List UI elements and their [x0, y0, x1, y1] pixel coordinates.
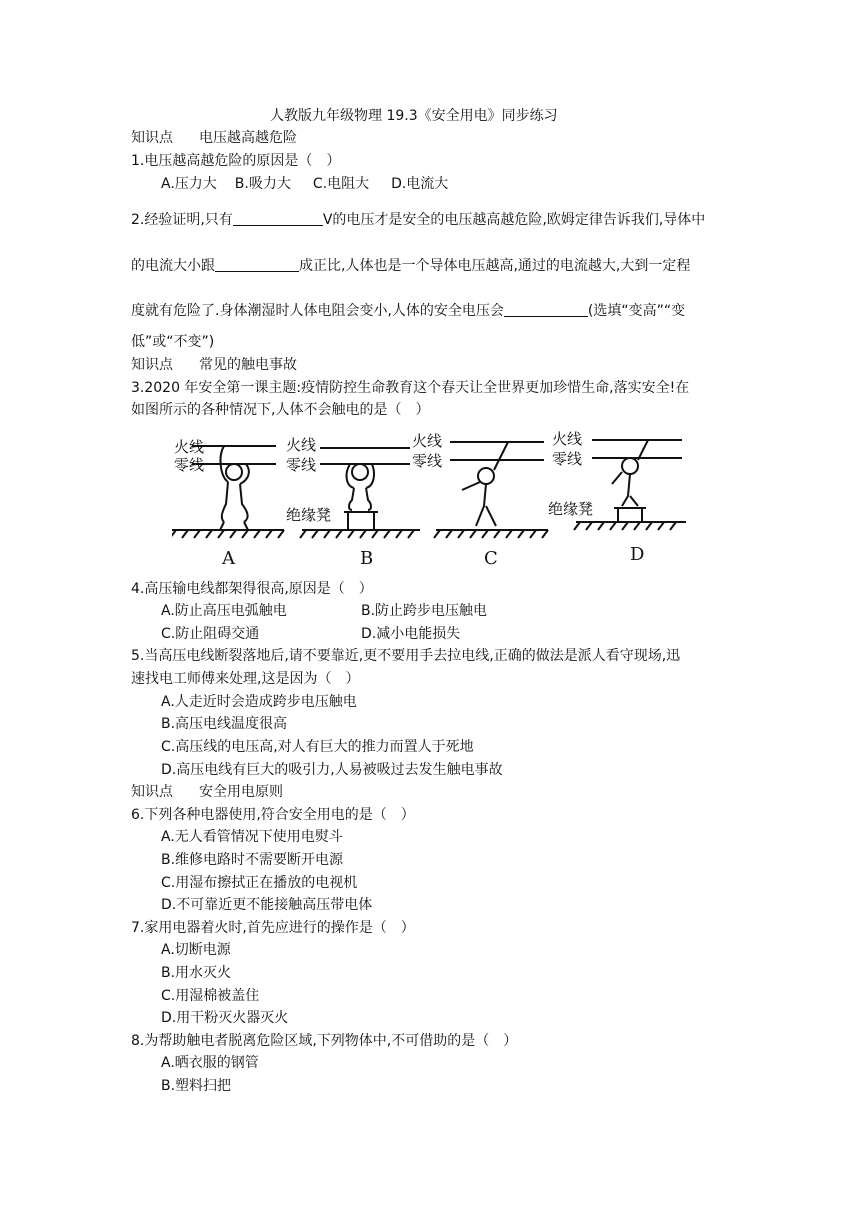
- option-c: C.高压线的电压高,对人有巨大的推力而置人于死地: [161, 739, 474, 755]
- option-b: B.塑料扫把: [161, 1078, 232, 1094]
- option-d: D.高压电线有巨大的吸引力,人易被吸过去发生触电事故: [161, 762, 503, 778]
- question-1-options: [161, 174, 448, 194]
- option-c: C.电阻大: [312, 176, 370, 192]
- section-heading: [131, 355, 297, 375]
- option-b: B.高压电线温度很高: [161, 716, 288, 732]
- option-d: D.减小电能损失: [361, 626, 461, 642]
- text: 成正比,人体也是一个导体电压越高,通过的电流越大,大到一定程: [299, 258, 691, 274]
- question-8-stem: 8.为帮助触电者脱离危险区域,下列物体中,不可借助的是（ ）: [131, 1033, 518, 1049]
- section-name: 常见的触电事故: [199, 357, 297, 373]
- section-label: 知识点: [131, 784, 173, 800]
- option-a: A.无人看管情况下使用电熨斗: [161, 829, 343, 845]
- question-3-line-1: 3.2020 年安全第一课主题:疫情防控生命教育这个春天让全世界更加珍惜生命,落实安全!在: [131, 380, 690, 396]
- text: 的电流大小跟: [131, 258, 215, 274]
- section-heading: [131, 782, 283, 802]
- option-b: B.维修电路时不需要断开电源: [161, 852, 344, 868]
- section-label: 知识点: [131, 130, 173, 146]
- option-a: A.压力大: [161, 176, 217, 192]
- page-title: 人教版九年级物理 19.3《安全用电》同步练习: [270, 108, 558, 124]
- neutral-wire-label: 零线: [552, 450, 583, 468]
- insulating-stool-label: 绝缘凳: [548, 500, 594, 518]
- answer-blank[interactable]: [233, 211, 323, 226]
- panel-b-illustration: [300, 448, 420, 538]
- live-wire-label: 火线: [412, 432, 443, 450]
- option-b: B.防止跨步电压触电: [361, 603, 488, 619]
- question-3-line-2: 如图所示的各种情况下,人体不会触电的是（ ）: [131, 402, 430, 418]
- option-b: B.吸力大: [234, 176, 291, 192]
- insulating-stool-label: 绝缘凳: [286, 506, 332, 524]
- live-wire-label: 火线: [174, 438, 205, 456]
- question-1-stem: 1.电压越高越危险的原因是（ ）: [131, 153, 341, 169]
- answer-blank[interactable]: [215, 257, 299, 272]
- option-b: B.用水灭火: [161, 965, 232, 981]
- section-name: 电压越高越危险: [199, 130, 297, 146]
- option-c: C.用湿布擦拭正在播放的电视机: [161, 875, 358, 891]
- question-7-stem: 7.家用电器着火时,首先应进行的操作是（ ）: [131, 920, 415, 936]
- neutral-wire-label: 零线: [412, 452, 443, 470]
- option-a: A.人走近时会造成跨步电压触电: [161, 694, 357, 710]
- section-label: 知识点: [131, 357, 173, 373]
- option-c: C.用湿棉被盖住: [161, 988, 260, 1004]
- option-d: D.不可靠近更不能接触高压带电体: [161, 897, 373, 913]
- neutral-wire-label: 零线: [174, 456, 205, 474]
- option-a: A.防止高压电弧触电: [161, 603, 287, 619]
- question-4-stem: 4.高压输电线都架得很高,原因是（ ）: [131, 581, 373, 597]
- text: V的电压才是安全的电压越高越危险,欧姆定律告诉我们,导体中: [322, 212, 706, 228]
- panel-c-illustration: [434, 442, 548, 538]
- section-name: 安全用电原则: [199, 784, 283, 800]
- live-wire-label: 火线: [552, 430, 583, 448]
- question-5-line-2: 速找电工师傅来处理,这是因为（ ）: [131, 671, 360, 687]
- panel-label-a: A: [222, 548, 235, 568]
- answer-blank[interactable]: [504, 302, 588, 317]
- text: (选填“变高”“变: [587, 303, 686, 319]
- question-2-line-4: 低”或“不变”): [131, 334, 215, 350]
- neutral-wire-label: 零线: [286, 456, 317, 474]
- text: 2.经验证明,只有: [131, 212, 233, 228]
- option-a: A.晒衣服的钢管: [161, 1055, 259, 1071]
- option-d: D.电流大: [391, 176, 449, 192]
- panel-label-b: B: [360, 548, 374, 568]
- question-2-line-2: [131, 256, 690, 276]
- question-6-stem: 6.下列各种电器使用,符合安全用电的是（ ）: [131, 807, 415, 823]
- text: 度就有危险了.身体潮湿时人体电阻会变小,人体的安全电压会: [131, 303, 504, 319]
- option-a: A.切断电源: [161, 942, 231, 958]
- panel-label-d: D: [630, 544, 645, 565]
- option-d: D.用干粉灭火器灭火: [161, 1010, 289, 1026]
- panel-label-c: C: [484, 548, 498, 568]
- question-2-line-1: [131, 210, 705, 230]
- electric-shock-figure: [172, 426, 696, 568]
- live-wire-label: 火线: [286, 436, 317, 454]
- section-heading: [131, 128, 297, 148]
- question-5-line-1: 5.当高压电线断裂落地后,请不要靠近,更不要用手去拉电线,正确的做法是派人看守现场,迅: [131, 648, 681, 664]
- question-2-line-3: [131, 301, 685, 321]
- option-c: C.防止阻碍交通: [161, 626, 260, 642]
